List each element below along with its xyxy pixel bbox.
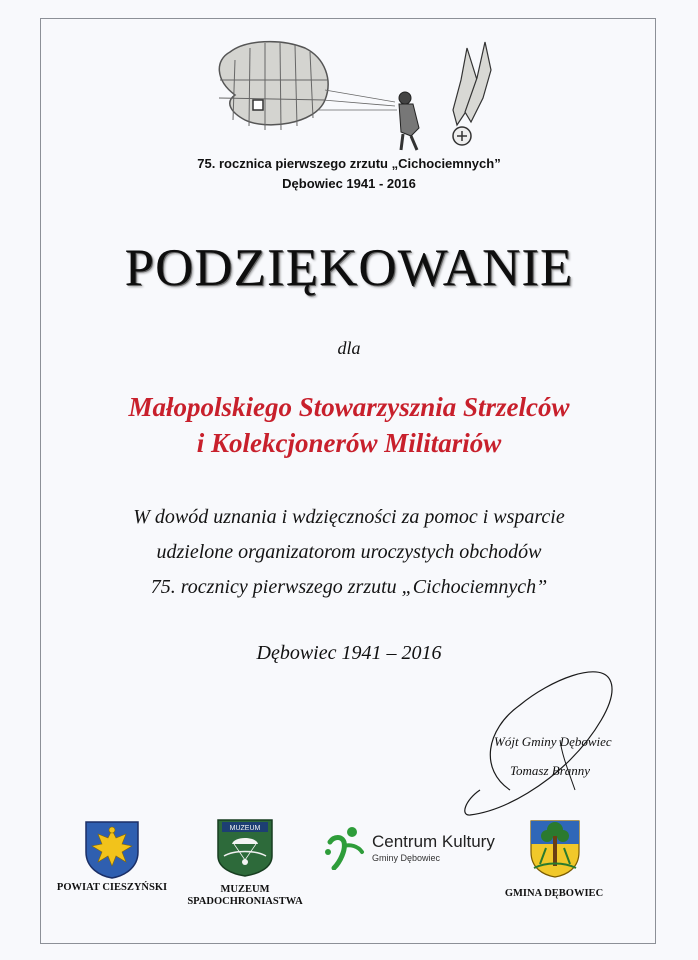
centrum-kultury-logo-icon [322, 826, 368, 870]
eagle-badge-icon [453, 42, 491, 145]
muzeum-caption-line-2: SPADOCHRONIASTWA [187, 896, 303, 907]
parachute-lines [317, 90, 397, 110]
for-word: dla [337, 338, 361, 358]
gmina-caption: GMINA DĘBOWIEC [504, 888, 604, 899]
gmina-debowiec-coat-of-arms-icon [528, 818, 582, 878]
centrum-kultury-subtitle: Gminy Dębowiec [372, 853, 441, 863]
signatory-title: Wójt Gminy Dębowiec [494, 734, 612, 749]
body-line-1: W dowód uznania i wdzięczności za pomoc i wsparcie [133, 506, 565, 528]
paratrooper-icon [399, 92, 419, 150]
event-title: 75. rocznica pierwszego zrzutu „Cichociemnych” [197, 156, 501, 171]
muzeum-caption-line-1: MUZEUM [220, 884, 270, 895]
body-line-2: udzielone organizatorom uroczystych obchodów [156, 541, 542, 563]
muzeum-badge-text: MUZEUM [229, 825, 261, 832]
parachute-paratrooper-emblem-icon [205, 40, 505, 160]
document-title: PODZIĘKOWANIE [124, 239, 574, 297]
powiat-caption: POWIAT CIESZYŃSKI [56, 882, 168, 893]
powiat-cieszynski-coat-of-arms-icon [82, 818, 142, 880]
centrum-kultury-name: Centrum Kultury [372, 832, 495, 851]
recipient-line-2: i Kolekcjonerów Militariów [196, 428, 502, 458]
signatory-name: Tomasz Branny [510, 763, 591, 778]
event-dates: Dębowiec 1941 - 2016 [282, 176, 416, 191]
parachute-icon [219, 42, 328, 130]
place-and-date: Dębowiec 1941 – 2016 [256, 642, 442, 664]
recipient-line-1: Małopolskiego Stowarzysznia Strzelców [128, 392, 570, 422]
body-line-3: 75. rocznicy pierwszego zrzutu „Cichociemnych” [150, 576, 548, 598]
muzeum-spadochroniarstwa-badge-icon [212, 812, 278, 878]
